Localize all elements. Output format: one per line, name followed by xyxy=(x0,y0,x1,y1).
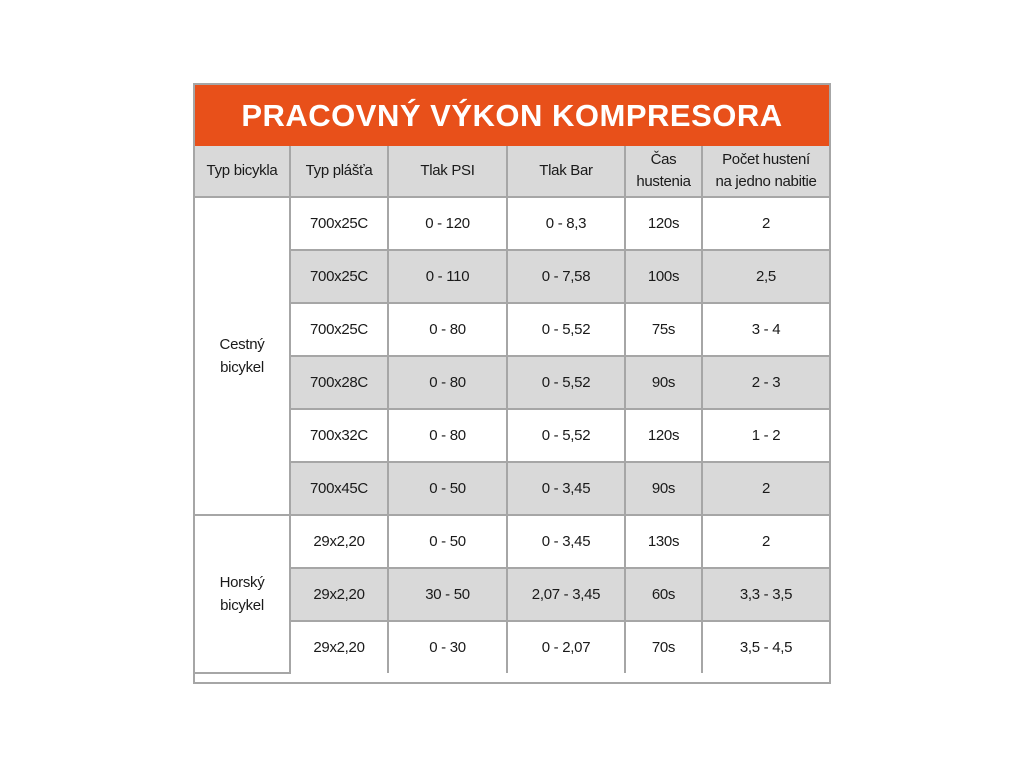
cell-time: 60s xyxy=(625,568,702,621)
cell-tire: 29x2,20 xyxy=(290,621,388,673)
cell-tire: 29x2,20 xyxy=(290,515,388,568)
cell-bar: 0 - 5,52 xyxy=(507,356,625,409)
group-label-line1: Horský xyxy=(219,574,265,591)
header-inflation-count-line2: na jedno nabitie xyxy=(715,173,817,190)
cell-bar: 0 - 7,58 xyxy=(507,250,625,303)
cell-bar: 2,07 - 3,45 xyxy=(507,568,625,621)
header-pressure-psi: Tlak PSI xyxy=(388,146,507,197)
cell-bar: 0 - 8,3 xyxy=(507,197,625,250)
cell-psi: 0 - 110 xyxy=(388,250,507,303)
group-label-line2: bicykel xyxy=(220,597,264,614)
table-row xyxy=(195,197,829,250)
cell-count: 2 - 3 xyxy=(702,356,829,409)
header-row xyxy=(195,146,829,197)
cell-count: 2 xyxy=(702,462,829,515)
cell-psi: 0 - 30 xyxy=(388,621,507,673)
compressor-performance-table xyxy=(193,83,831,684)
data-grid xyxy=(195,146,829,674)
header-inflation-count xyxy=(702,146,829,197)
cell-tire: 700x28C xyxy=(290,356,388,409)
cell-time: 90s xyxy=(625,356,702,409)
cell-count: 2 xyxy=(702,515,829,568)
cell-tire: 700x45C xyxy=(290,462,388,515)
table-row xyxy=(195,303,829,356)
cell-tire: 29x2,20 xyxy=(290,568,388,621)
cell-time: 120s xyxy=(625,409,702,462)
cell-psi: 0 - 50 xyxy=(388,515,507,568)
cell-count: 3 - 4 xyxy=(702,303,829,356)
cell-bar: 0 - 2,07 xyxy=(507,621,625,673)
table-row xyxy=(195,409,829,462)
cell-bar: 0 - 3,45 xyxy=(507,462,625,515)
cell-time: 75s xyxy=(625,303,702,356)
table-row xyxy=(195,356,829,409)
header-inflation-time-line1: Čas xyxy=(650,151,677,168)
cell-count: 3,3 - 3,5 xyxy=(702,568,829,621)
cell-time: 100s xyxy=(625,250,702,303)
cell-psi: 0 - 50 xyxy=(388,462,507,515)
cell-tire: 700x32C xyxy=(290,409,388,462)
cell-time: 130s xyxy=(625,515,702,568)
header-tire-type: Typ plášťa xyxy=(290,146,388,197)
group-label-mountain-bike xyxy=(195,515,290,673)
cell-bar: 0 - 5,52 xyxy=(507,303,625,356)
cell-count: 1 - 2 xyxy=(702,409,829,462)
header-pressure-bar: Tlak Bar xyxy=(507,146,625,197)
cell-time: 120s xyxy=(625,197,702,250)
cell-psi: 0 - 80 xyxy=(388,303,507,356)
cell-time: 70s xyxy=(625,621,702,673)
cell-tire: 700x25C xyxy=(290,197,388,250)
cell-bar: 0 - 5,52 xyxy=(507,409,625,462)
table-row xyxy=(195,250,829,303)
table-title: PRACOVNÝ VÝKON KOMPRESORA xyxy=(195,85,829,146)
cell-count: 2,5 xyxy=(702,250,829,303)
header-inflation-count-line1: Počet hustení xyxy=(722,151,810,168)
group-label-line2: bicykel xyxy=(220,359,264,376)
group-label-road-bike xyxy=(195,197,290,515)
cell-bar: 0 - 3,45 xyxy=(507,515,625,568)
cell-count: 3,5 - 4,5 xyxy=(702,621,829,673)
cell-psi: 0 - 80 xyxy=(388,356,507,409)
cell-psi: 0 - 120 xyxy=(388,197,507,250)
header-inflation-time xyxy=(625,146,702,197)
header-inflation-time-line2: hustenia xyxy=(636,173,691,190)
table-row xyxy=(195,621,829,673)
table-row xyxy=(195,462,829,515)
cell-psi: 0 - 80 xyxy=(388,409,507,462)
table-row xyxy=(195,568,829,621)
cell-tire: 700x25C xyxy=(290,250,388,303)
cell-tire: 700x25C xyxy=(290,303,388,356)
cell-count: 2 xyxy=(702,197,829,250)
group-label-line1: Cestný xyxy=(219,336,265,353)
header-bike-type: Typ bicykla xyxy=(195,146,290,197)
cell-psi: 30 - 50 xyxy=(388,568,507,621)
table-row xyxy=(195,515,829,568)
cell-time: 90s xyxy=(625,462,702,515)
